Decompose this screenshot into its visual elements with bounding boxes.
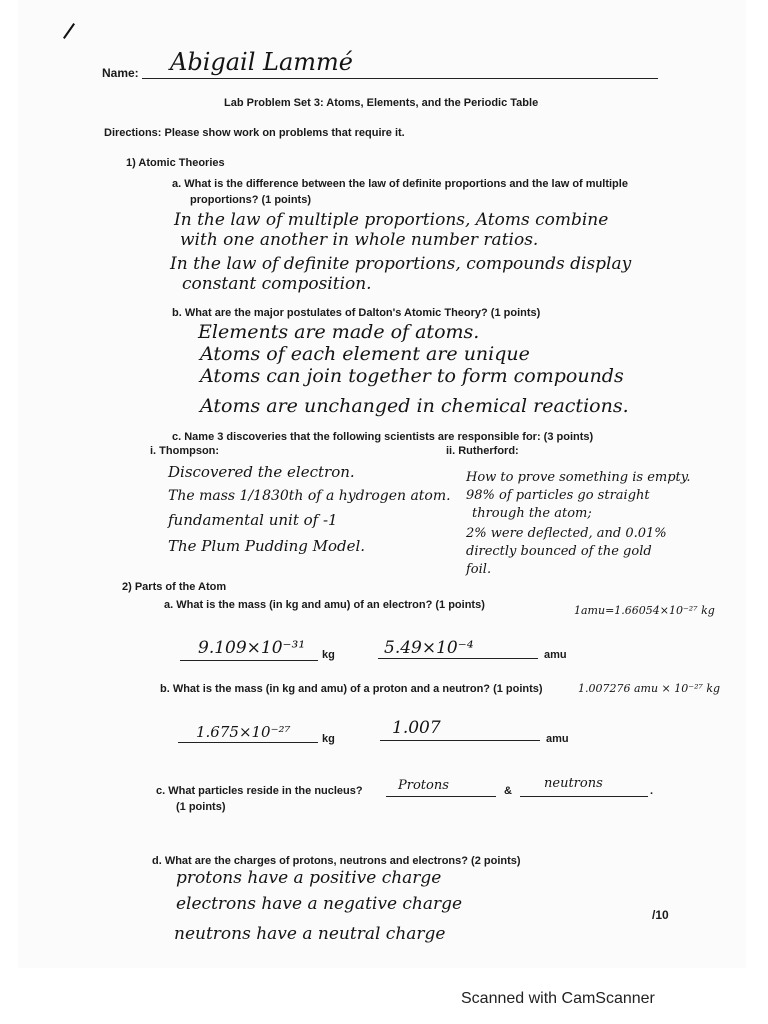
rutherford-answer-line: foil. [466,562,492,577]
nucleus-answer-2: neutrons [544,776,603,791]
electron-kg-answer: 9.109×10⁻³¹ [198,638,306,658]
electron-amu-unit: amu [544,649,567,661]
q2a-prompt: a. What is the mass (in kg and amu) of an electron? (1 points) [164,599,485,611]
q2c-period: . [650,785,654,797]
electron-kg-unit: kg [322,649,335,661]
q2d-answer-line: electrons have a negative charge [176,894,463,914]
ampersand: & [504,785,512,797]
q1a-answer-line: In the law of multiple proportions, Atoms combine [174,210,609,230]
score-total: /10 [652,908,669,922]
q1-heading: 1) Atomic Theories [126,157,225,169]
proton-amu-unit: amu [546,733,569,745]
rutherford-answer-line: 98% of particles go straight [466,488,650,503]
rutherford-answer-line: through the atom; [472,506,592,521]
q1a-answer-line: In the law of definite proportions, compounds display [170,254,632,274]
q1a-answer-line: constant composition. [182,274,372,294]
name-underline [142,78,658,79]
q1b-answer-line: Atoms can join together to form compounds [200,365,624,387]
q1b-answer-line: Atoms of each element are unique [200,343,530,365]
q1a-prompt-line2: proportions? (1 points) [190,194,311,206]
thompson-answer-line: The Plum Pudding Model. [168,537,366,555]
q2c-prompt: c. What particles reside in the nucleus? [156,785,363,797]
directions: Directions: Please show work on problems that require it. [104,127,405,139]
rutherford-answer-line: 2% were deflected, and 0.01% [466,526,667,541]
page-title: Lab Problem Set 3: Atoms, Elements, and the Periodic Table [224,97,539,109]
q2b-note: 1.007276 amu × 10⁻²⁷ kg [578,682,721,695]
q2d-prompt: d. What are the charges of protons, neutrons and electrons? (2 points) [152,855,521,867]
nucleus-blank-2 [520,796,648,797]
q1a-prompt-line1: a. What is the difference between the law of definite proportions and the law of multiple [172,178,628,190]
scanner-watermark: Scanned with CamScanner [461,990,655,1007]
thompson-answer-line: The mass 1/1830th of a hydrogen atom. [168,488,451,504]
proton-kg-answer: 1.675×10⁻²⁷ [196,723,291,741]
proton-kg-blank [178,742,318,743]
q2d-answer-line: neutrons have a neutral charge [174,924,446,944]
thompson-answer-line: fundamental unit of -1 [168,511,338,529]
q2b-prompt: b. What is the mass (in kg and amu) of a proton and a neutron? (1 points) [160,683,543,695]
electron-kg-blank [180,660,318,661]
q1b-answer-line: Atoms are unchanged in chemical reactions. [200,395,629,417]
nucleus-blank-1 [386,796,496,797]
q1a-answer-line: with one another in whole number ratios. [180,230,539,250]
q2-heading: 2) Parts of the Atom [122,581,227,593]
student-name: Abigail Lammé [170,48,353,76]
name-label: Name: [102,66,139,80]
q1b-answer-line: Elements are made of atoms. [198,321,480,343]
electron-amu-blank [378,658,538,659]
nucleus-answer-1: Protons [398,778,449,793]
rutherford-answer-line: directly bounced of the gold [466,544,652,559]
q1b-prompt: b. What are the major postulates of Dalton's Atomic Theory? (1 points) [172,307,541,319]
proton-amu-blank [380,740,540,741]
q2d-answer-line: protons have a positive charge [176,868,442,888]
proton-amu-answer: 1.007 [392,718,441,738]
q2c-points: (1 points) [176,801,226,813]
rutherford-answer-line: How to prove something is empty. [466,470,691,485]
thompson-label: i. Thompson: [150,445,220,457]
electron-amu-answer: 5.49×10⁻⁴ [384,638,474,658]
q2a-note: 1amu=1.66054×10⁻²⁷ kg [574,604,715,617]
q1c-prompt: c. Name 3 discoveries that the following scientists are responsible for: (3 points) [172,431,594,443]
rutherford-label: ii. Rutherford: [446,445,519,457]
proton-kg-unit: kg [322,733,335,745]
thompson-answer-line: Discovered the electron. [168,463,355,481]
